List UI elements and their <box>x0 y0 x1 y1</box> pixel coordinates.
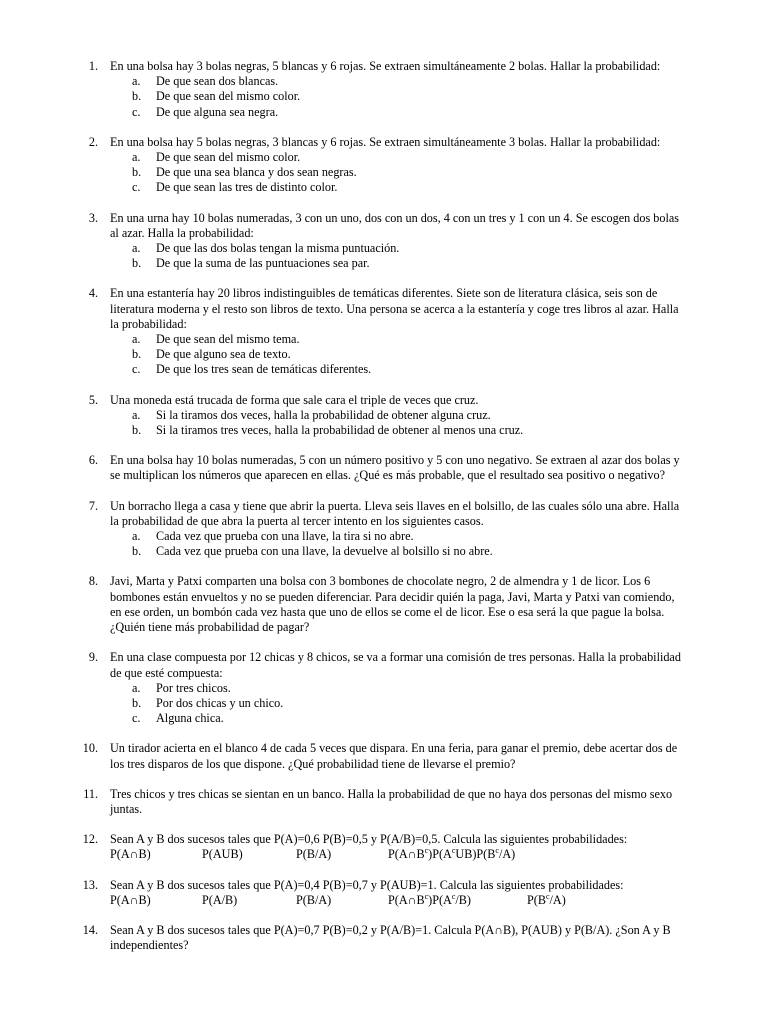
sub-question-text: De que sean del mismo color. <box>156 89 301 104</box>
sub-question-letter: c. <box>132 180 141 195</box>
sub-question <box>110 408 688 423</box>
sub-question <box>110 74 688 89</box>
sub-question-letter: b. <box>132 544 142 559</box>
sub-question-text: De que las dos bolas tengan la misma puntuación. <box>156 241 400 256</box>
problem-text: Un borracho llega a casa y tiene que abrir la puerta. Lleva seis llaves en el bolsillo, de las cuales sólo una abre. Halla la probabilidad de que abra la puerta al tercer intento en los siguientes casos. <box>110 498 680 528</box>
sub-question-text: Si la tiramos tres veces, halla la probabilidad de obtener al menos una cruz. <box>156 423 524 438</box>
sub-question <box>110 711 688 726</box>
problem-item <box>0 832 688 862</box>
probability-item: P(A/B) <box>202 892 238 907</box>
problem-number: 14. <box>82 922 98 937</box>
problem-number: 12. <box>82 832 98 847</box>
problem-number: 11. <box>83 786 98 801</box>
probability-item: $P(A\cap B^c)P(A^cUB)P(B^c/A)$ <box>388 846 516 862</box>
sub-question-letter: a. <box>132 241 141 256</box>
sub-question-text: Cada vez que prueba con una llave, la devuelve al bolsillo si no abre. <box>156 544 493 559</box>
sub-question <box>110 180 688 195</box>
problem-item <box>0 878 688 908</box>
problem-text: En una clase compuesta por 12 chicas y 8 chicos, se va a formar una comisión de tres personas. Halla la probabilidad de que esté compuesta: <box>110 650 681 680</box>
sub-question-list <box>110 408 688 438</box>
problem-number: 10. <box>82 741 98 756</box>
problem-number: 1. <box>88 59 98 73</box>
sub-question-text: De que sean dos blancas. <box>156 74 279 89</box>
sub-question-text: De que los tres sean de temáticas diferentes. <box>156 362 372 377</box>
sub-question-letter: a. <box>132 150 141 165</box>
sub-question-letter: c. <box>132 711 141 726</box>
sub-question <box>110 241 688 256</box>
problem-number: 8. <box>88 574 98 589</box>
sub-question-list <box>110 150 688 196</box>
sub-question-letter: a. <box>132 332 141 347</box>
sub-question-letter: b. <box>132 347 142 362</box>
sub-question-letter: c. <box>132 362 141 377</box>
sub-question-list <box>110 74 688 120</box>
problem-item <box>0 787 688 817</box>
sub-question <box>110 105 688 120</box>
problem-list <box>0 59 768 968</box>
sub-question-text: De que alguna sea negra. <box>156 104 279 119</box>
sub-question <box>110 89 688 104</box>
sub-question-letter: b. <box>132 256 142 271</box>
problem-text: Sean A y B dos sucesos tales que P(A)=0,4 P(B)=0,7 y P(AUB)=1. Calcula las siguientes probabilidades: <box>110 877 624 892</box>
sub-question <box>110 165 688 180</box>
probability-item: P(AUB) <box>202 847 243 862</box>
problem-text: Javi, Marta y Patxi comparten una bolsa con 3 bombones de chocolate negro, 2 de almendra y 1 de licor. Los 6 bombones están envueltos y no se pueden diferenciar. Para decidir quién la paga, Javi, Marta y Patxi van comiendo, en ese orden, un bombón cada vez hasta que uno de ellos se come el de licor. Ese o esa será la que pague la bolsa. ¿Quién tiene más probabilidad de pagar? <box>110 574 675 635</box>
sub-question-letter: b. <box>132 423 142 438</box>
probability-item: $P(B^c/A)$ <box>527 891 566 907</box>
sub-question-list <box>110 681 688 727</box>
sub-question-text: Por dos chicas y un chico. <box>156 695 284 710</box>
sub-question-letter: c. <box>132 104 141 119</box>
sub-question <box>110 696 688 711</box>
problem-text: En una bolsa hay 10 bolas numeradas, 5 con un número positivo y 5 con uno negativo. Se extraen al azar dos bolas y se multiplican los números que aparecen en ellas. ¿Qué es más probable, que el resultado sea positivo o negativo? <box>110 453 680 483</box>
probability-item: P(B/A) <box>296 892 332 907</box>
sub-question-text: De que la suma de las puntuaciones sea par. <box>156 256 370 271</box>
problem-item <box>0 499 688 560</box>
problem-text: Sean A y B dos sucesos tales que P(A)=0,7 P(B)=0,2 y P(A/B)=1. Calcula P(A∩B), P(AUB) y P(B/A). ¿Son A y B independientes? <box>110 922 671 953</box>
problem-number: 6. <box>88 453 98 468</box>
sub-question-letter: a. <box>132 74 141 89</box>
sub-question-text: Por tres chicos. <box>156 680 231 695</box>
probability-item: $P(A\cap B^c)P(A^c/B)$ <box>388 891 471 907</box>
sub-question-list <box>110 529 688 559</box>
problem-item <box>0 574 688 635</box>
sub-question-letter: b. <box>132 89 142 104</box>
problem-text: Tres chicos y tres chicas se sientan en un banco. Halla la probabilidad de que no haya dos personas del mismo sexo juntas. <box>110 786 673 816</box>
problem-text: Un tirador acierta en el blanco 4 de cada 5 veces que dispara. En una feria, para ganar el premio, debe acertar dos de los tres disparos de los que dispone. ¿Qué probabilidad tiene de llevarse el premio? <box>110 741 678 771</box>
sub-question <box>110 544 688 559</box>
problem-item <box>0 453 688 483</box>
problem-item <box>0 650 688 726</box>
sub-question-letter: a. <box>132 407 141 422</box>
probability-item: P(A∩B) <box>110 847 151 862</box>
problem-text: En una bolsa hay 3 bolas negras, 5 blancas y 6 rojas. Se extraen simultáneamente 2 bolas. Hallar la probabilidad: <box>110 59 661 73</box>
sub-question-text: De que sean las tres de distinto color. <box>156 180 338 195</box>
sub-question-letter: a. <box>132 529 141 544</box>
sub-question-letter: b. <box>132 165 142 180</box>
problem-text: En una bolsa hay 5 bolas negras, 3 blancas y 6 rojas. Se extraen simultáneamente 3 bolas. Hallar la probabilidad: <box>110 134 661 149</box>
problem-item <box>0 741 688 771</box>
problem-number: 2. <box>88 134 98 149</box>
problem-number: 13. <box>82 877 98 892</box>
problem-item <box>0 135 688 196</box>
sub-question-text: Cada vez que prueba con una llave, la tira si no abre. <box>156 529 414 544</box>
sub-question-text: Alguna chica. <box>156 711 224 726</box>
sub-question-list <box>110 241 688 271</box>
sub-question-list <box>110 332 688 378</box>
probability-item: P(A∩B) <box>110 892 151 907</box>
problem-item <box>0 393 688 439</box>
sub-question-text: De que sean del mismo tema. <box>156 332 300 347</box>
problem-number: 5. <box>88 392 98 407</box>
problem-text: Sean A y B dos sucesos tales que P(A)=0,6 P(B)=0,5 y P(A/B)=0,5. Calcula las siguientes probabilidades: <box>110 832 628 847</box>
problem-text: En una urna hay 10 bolas numeradas, 3 con un uno, dos con un dos, 4 con un tres y 1 con un 4. Se escogen dos bolas al azar. Halla la probabilidad: <box>110 210 679 240</box>
problem-item <box>0 923 688 953</box>
problem-number: 9. <box>88 650 98 665</box>
sub-question-letter: a. <box>132 680 141 695</box>
sub-question <box>110 529 688 544</box>
sub-question-text: De que una sea blanca y dos sean negras. <box>156 165 357 180</box>
sub-question-text: De que alguno sea de texto. <box>156 347 291 362</box>
sub-question <box>110 362 688 377</box>
problem-text: En una estantería hay 20 libros indistinguibles de temáticas diferentes. Siete son de literatura clásica, seis son de literatura moderna y el resto son libros de texto. Una persona se acerca a la estantería y coge tres libros al azar. Halla la probabilidad: <box>110 286 679 331</box>
problem-number: 7. <box>88 498 98 513</box>
probability-list <box>110 893 688 908</box>
sub-question <box>110 347 688 362</box>
sub-question <box>110 423 688 438</box>
probability-item: P(B/A) <box>296 847 332 862</box>
problem-item <box>0 59 688 120</box>
problem-text: Una moneda está trucada de forma que sale cara el triple de veces que cruz. <box>110 392 479 407</box>
problem-item <box>0 211 688 272</box>
sub-question <box>110 256 688 271</box>
sub-question-text: Si la tiramos dos veces, halla la probabilidad de obtener alguna cruz. <box>156 407 491 422</box>
sub-question <box>110 681 688 696</box>
sub-question-text: De que sean del mismo color. <box>156 150 301 165</box>
probability-list <box>110 847 688 862</box>
sub-question <box>110 332 688 347</box>
problem-number: 3. <box>88 210 98 225</box>
sub-question-letter: b. <box>132 695 142 710</box>
problem-item <box>0 286 688 377</box>
sub-question <box>110 150 688 165</box>
problem-number: 4. <box>88 286 98 301</box>
